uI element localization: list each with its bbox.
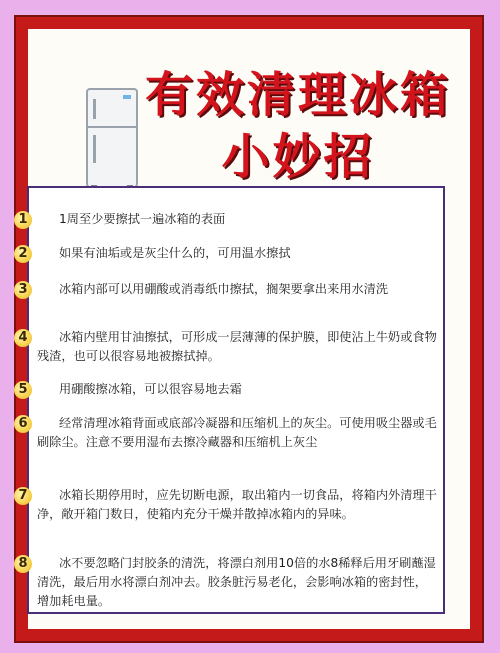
lightbulb-icon: 3 <box>13 279 33 301</box>
tip-text: 冰不要忽略门封胶条的清洗，将漂白剂用10倍的水8稀释后用牙刷蘸湿清洗，最后用水将漂白剂冲去。胶条脏污易老化，会影响冰箱的密封性，增加耗电量。 <box>37 556 436 608</box>
tip-item <box>18 328 437 366</box>
tip-item <box>18 554 437 611</box>
tip-item <box>18 244 437 263</box>
lightbulb-icon: 6 <box>13 413 33 435</box>
tip-item <box>18 486 437 524</box>
title-line-2: 小妙招 <box>221 129 375 185</box>
tip-text: 1周至少要擦拭一遍冰箱的表面 <box>59 212 226 226</box>
lightbulb-icon: 1 <box>13 209 33 231</box>
tip-text: 经常清理冰箱背面或底部冷凝器和压缩机上的灰尘。可使用吸尘器或毛刷除尘。注意不要用湿布去擦冷藏器和压缩机上灰尘 <box>37 416 437 449</box>
tips-panel <box>18 186 445 614</box>
tip-text: 冰箱内部可以用硼酸或消毒纸巾擦拭，搁架要拿出来用水清洗 <box>59 282 389 296</box>
tip-item <box>18 210 437 229</box>
tip-item <box>18 414 437 452</box>
lightbulb-icon: 2 <box>13 243 33 265</box>
header <box>28 29 470 189</box>
tip-item <box>18 380 437 399</box>
lightbulb-icon: 4 <box>13 327 33 349</box>
lightbulb-icon: 5 <box>13 379 33 401</box>
title-line-1: 有效清理冰箱 <box>144 67 451 123</box>
tip-item <box>18 280 437 299</box>
tip-text: 冰箱内壁用甘油擦拭，可形成一层薄薄的保护膜，即使沾上牛奶或食物残渣，也可以很容易地被擦拭掉。 <box>37 330 437 363</box>
fridge-icon <box>85 87 139 192</box>
tip-text: 如果有油垢或是灰尘什么的，可用温水擦拭 <box>59 246 291 260</box>
tip-text: 用硼酸擦冰箱，可以很容易地去霜 <box>59 382 242 396</box>
lightbulb-icon: 7 <box>13 485 33 507</box>
lightbulb-icon: 8 <box>13 553 33 575</box>
tip-text: 冰箱长期停用时，应先切断电源，取出箱内一切食品，将箱内外清理干净，敞开箱门数日，使箱内充分干燥并散掉冰箱内的异味。 <box>37 488 437 521</box>
